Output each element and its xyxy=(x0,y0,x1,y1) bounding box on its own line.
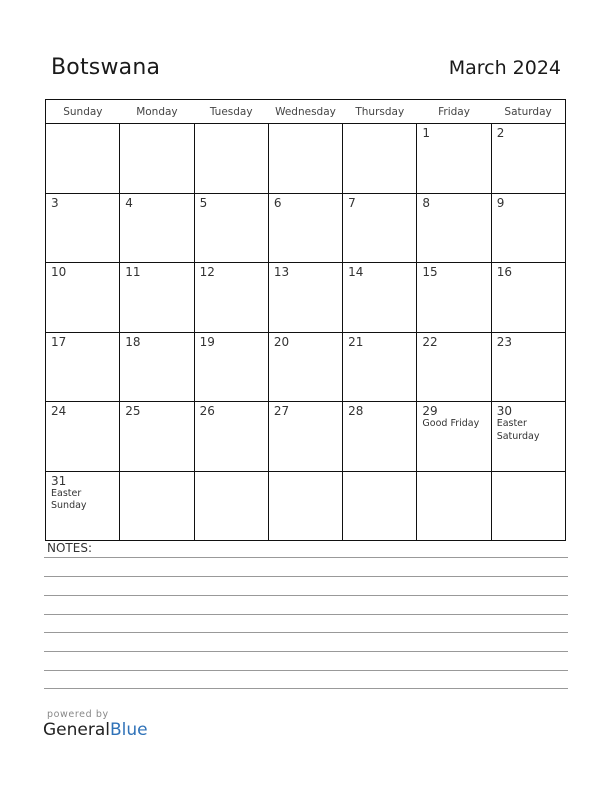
day-cell xyxy=(194,263,268,333)
weekday-sunday: Sunday xyxy=(46,100,120,124)
day-cell xyxy=(491,124,565,194)
day-cell xyxy=(120,332,194,402)
day-cell xyxy=(491,402,565,472)
day-number: 13 xyxy=(273,265,290,279)
day-cell xyxy=(268,402,342,472)
powered-by-text: powered by xyxy=(47,709,109,720)
holiday-label: Good Friday xyxy=(422,418,480,429)
day-number: 16 xyxy=(496,265,512,279)
day-cell xyxy=(120,124,194,194)
day-number: 8 xyxy=(422,195,431,210)
day-number: 5 xyxy=(199,195,208,210)
day-cell xyxy=(343,193,417,263)
week-row xyxy=(46,124,566,194)
day-cell xyxy=(46,402,120,472)
note-line xyxy=(44,651,568,652)
day-cell xyxy=(417,263,491,333)
calendar-grid xyxy=(45,99,566,541)
day-number: 30 xyxy=(496,404,512,418)
day-number: 17 xyxy=(51,334,67,349)
day-cell xyxy=(194,193,268,263)
day-number: 12 xyxy=(199,265,215,279)
country-title: Botswana xyxy=(51,55,161,80)
day-number: 19 xyxy=(199,334,215,349)
day-number: 23 xyxy=(496,334,512,349)
day-cell xyxy=(491,332,565,402)
holiday-label: Easter xyxy=(496,418,527,429)
month-year-title: March 2024 xyxy=(448,57,561,79)
day-cell xyxy=(194,124,268,194)
day-number: 20 xyxy=(273,334,290,349)
day-cell xyxy=(120,193,194,263)
day-number: 10 xyxy=(51,265,67,279)
note-line xyxy=(44,614,568,615)
day-cell xyxy=(268,124,342,194)
note-line xyxy=(44,576,568,577)
note-line xyxy=(44,632,568,633)
calendar-body xyxy=(46,124,566,541)
day-number: 4 xyxy=(125,195,133,210)
holiday-label: Easter xyxy=(51,487,82,499)
generalblue-logo xyxy=(43,720,148,740)
day-cell xyxy=(343,332,417,402)
day-cell xyxy=(491,471,565,541)
brand-general: General xyxy=(43,720,110,740)
day-cell xyxy=(343,263,417,333)
day-cell xyxy=(417,471,491,541)
day-cell xyxy=(120,471,194,541)
day-number: 21 xyxy=(348,334,364,349)
day-cell xyxy=(46,193,120,263)
day-number: 25 xyxy=(125,404,141,418)
day-number: 29 xyxy=(422,404,438,418)
day-cell xyxy=(417,193,491,263)
day-cell xyxy=(46,124,120,194)
day-cell xyxy=(268,193,342,263)
day-cell xyxy=(491,263,565,333)
notes-label: NOTES: xyxy=(47,541,92,555)
day-cell xyxy=(46,332,120,402)
week-row xyxy=(46,193,566,263)
weekday-thursday: Thursday xyxy=(343,100,417,124)
note-line xyxy=(44,670,568,671)
week-row xyxy=(46,332,566,402)
day-number: 31 xyxy=(51,473,67,488)
day-number: 15 xyxy=(422,265,438,279)
day-number: 7 xyxy=(348,195,356,210)
day-cell xyxy=(194,402,268,472)
day-cell xyxy=(417,332,491,402)
weekday-friday: Friday xyxy=(417,100,491,124)
day-cell xyxy=(46,471,120,541)
brand-blue: Blue xyxy=(110,720,148,740)
day-number: 28 xyxy=(348,404,364,418)
day-cell xyxy=(268,263,342,333)
day-number: 9 xyxy=(496,195,505,210)
day-cell xyxy=(417,124,491,194)
day-cell xyxy=(343,402,417,472)
note-line xyxy=(44,557,568,558)
day-number: 26 xyxy=(199,404,215,418)
day-number: 11 xyxy=(125,265,141,279)
day-cell xyxy=(120,263,194,333)
day-cell xyxy=(120,402,194,472)
day-number: 27 xyxy=(273,404,290,418)
day-number: 6 xyxy=(273,195,282,210)
weekday-header-row xyxy=(46,100,566,124)
day-cell xyxy=(491,193,565,263)
day-number: 22 xyxy=(422,334,438,349)
day-number: 2 xyxy=(496,126,505,140)
day-cell xyxy=(268,471,342,541)
weekday-monday: Monday xyxy=(120,100,194,124)
week-row xyxy=(46,402,566,472)
day-cell xyxy=(194,471,268,541)
week-row xyxy=(46,263,566,333)
weekday-saturday: Saturday xyxy=(491,100,565,124)
day-number: 24 xyxy=(51,404,67,418)
day-number: 1 xyxy=(422,126,431,140)
note-line xyxy=(44,595,568,596)
day-cell xyxy=(194,332,268,402)
weekday-tuesday: Tuesday xyxy=(194,100,268,124)
day-number: 3 xyxy=(51,195,59,210)
day-cell xyxy=(268,332,342,402)
day-number: 14 xyxy=(348,265,364,279)
note-line xyxy=(44,688,568,689)
day-cell xyxy=(417,402,491,472)
day-cell xyxy=(343,471,417,541)
holiday-label: Sunday xyxy=(51,500,87,511)
day-cell xyxy=(343,124,417,194)
weekday-wednesday: Wednesday xyxy=(268,100,342,124)
week-row xyxy=(46,471,566,541)
holiday-label: Saturday xyxy=(496,430,540,442)
day-number: 18 xyxy=(125,334,141,349)
day-cell xyxy=(46,263,120,333)
